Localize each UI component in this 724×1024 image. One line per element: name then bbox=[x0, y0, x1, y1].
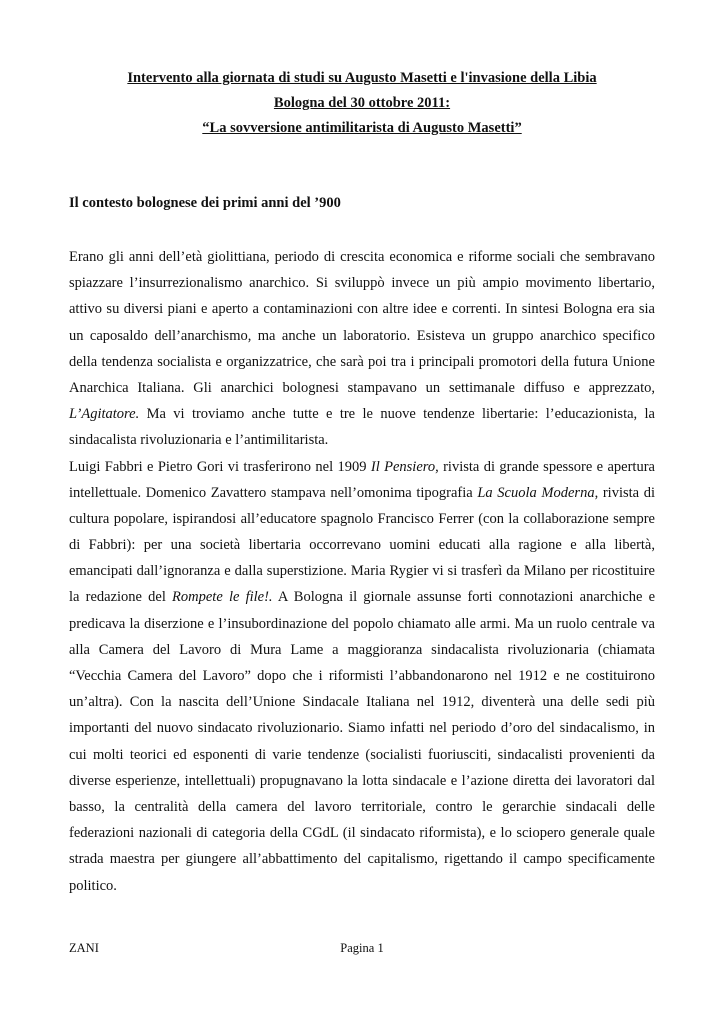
title-line-1: Intervento alla giornata di studi su Augusto Masetti e l'invasione della Libia bbox=[127, 70, 597, 86]
body-line: Erano gli anni dell’età giolittiana, periodo di crescita economica e riforme sociali che sembravano bbox=[69, 249, 655, 265]
body-line-fragment: , rivista di bbox=[594, 484, 656, 501]
footer-page-number: Pagina 1 bbox=[340, 941, 384, 955]
body-line: politico. bbox=[69, 877, 117, 894]
title-line-3: “La sovversione antimilitarista di Augusto Masetti” bbox=[202, 120, 522, 136]
body-line: cultura popolare, ispirandosi all’educatore spagnolo Francisco Ferrer (con la collaborazione sempre bbox=[69, 510, 655, 527]
newspaper-title-agitatore: L’Agitatore. bbox=[69, 406, 140, 423]
body-line bbox=[69, 401, 655, 427]
body-line: “Vecchia Camera del Lavoro” dopo che i riformisti l’abbandonarono nel 1912 e ne costituirono bbox=[69, 668, 655, 684]
body-paragraphs bbox=[69, 244, 655, 899]
body-line: della tendenza socialista e organizzatrice, che sarà poi tra i principali promotori della futura Unione bbox=[69, 353, 655, 370]
body-line: Anarchica Italiana. Gli anarchici bolognesi stampavano un settimanale diffuso e apprezzato, bbox=[69, 379, 655, 396]
body-line-fragment: , rivista di grande spessore e apertura bbox=[435, 458, 655, 475]
body-line: un caposaldo dell’anarchismo, ma anche un laboratorio. Esisteva un gruppo anarchico specifico bbox=[69, 327, 655, 344]
body-line: un’altra). Con la nascita dell’Unione Sindacale Italiana nel 1912, diventerà una delle sedi più bbox=[69, 694, 655, 711]
title-line-2: Bologna del 30 ottobre 2011: bbox=[273, 95, 451, 111]
body-line: predicava la diserzione e l’insubordinazione del popolo chiamato alle armi. Ma un ruolo centrale va bbox=[69, 615, 655, 632]
body-line: spiazzare l’insurrezionalismo anarchico. Si sviluppò invece un più ampio movimento libertario, bbox=[69, 275, 655, 292]
body-line-fragment: Ma vi troviamo anche tutte e tre le nuove tendenze libertarie: l’educazionista, la bbox=[139, 406, 655, 423]
body-line: basso, la centralità della camera del lavoro territoriale, contro le gerarchie sindacali delle bbox=[69, 798, 655, 815]
journal-title-il-pensiero: Il Pensiero bbox=[370, 458, 436, 475]
body-line: di Fabbri): per una società libertaria occorrevano uomini educati alla ragione e alla libertà, bbox=[69, 537, 655, 554]
body-line: sindacalista rivoluzionaria e l’antimilitarista. bbox=[69, 432, 329, 449]
body-line bbox=[69, 480, 655, 506]
body-line: alla Camera del Lavoro di Mura Lame a maggioranza sindacalista rivoluzionaria (chiamata bbox=[69, 641, 655, 658]
journal-title-scuola-moderna: La Scuola Moderna bbox=[477, 484, 595, 501]
body-line: diverse esperienze, intellettuali) propugnavano la lotta sindacale e l’azione diretta dei lavoratori dal bbox=[69, 772, 655, 789]
journal-title-rompete-le-file: Rompete le file!. bbox=[172, 589, 273, 606]
section-heading: Il contesto bolognese dei primi anni del ’900 bbox=[69, 195, 341, 211]
body-line: federazioni nazionali di categoria della CGdL (il sindacato riformista), e lo sciopero generale quale bbox=[69, 825, 655, 842]
document-title bbox=[69, 66, 655, 141]
body-line: importanti del nuovo sindacato rivoluzionario. Siamo infatti nel periodo d’oro del sindacalismo, in bbox=[69, 720, 655, 737]
footer-author: ZANI bbox=[69, 941, 99, 955]
body-line: attivo su diversi piani e aperto a contaminazioni con altre idee e correnti. In sintesi Bologna era sia bbox=[69, 301, 655, 318]
body-line-fragment: A Bologna il giornale assunse forti connotazioni anarchiche e bbox=[272, 589, 656, 606]
body-line: emancipati dall’ignoranza e dalla superstizione. Maria Rygier vi si trasferì da Milano per ricostituire bbox=[69, 563, 655, 580]
body-line bbox=[69, 454, 655, 480]
body-line: strada maestra per giungere all’abbattimento del capitalismo, rigettando il campo specificamente bbox=[69, 851, 655, 868]
body-line: cui molti teorici ed esponenti di varie tendenze (socialisti fuoriusciti, sindacalisti provenienti da bbox=[69, 746, 655, 763]
body-line bbox=[69, 584, 655, 610]
body-line-fragment: intellettuale. Domenico Zavattero stampava nell’omonima tipografia bbox=[69, 484, 478, 501]
body-line-fragment: la redazione del bbox=[69, 589, 173, 606]
body-line-fragment: Luigi Fabbri e Pietro Gori vi trasferirono nel 1909 bbox=[69, 458, 371, 475]
